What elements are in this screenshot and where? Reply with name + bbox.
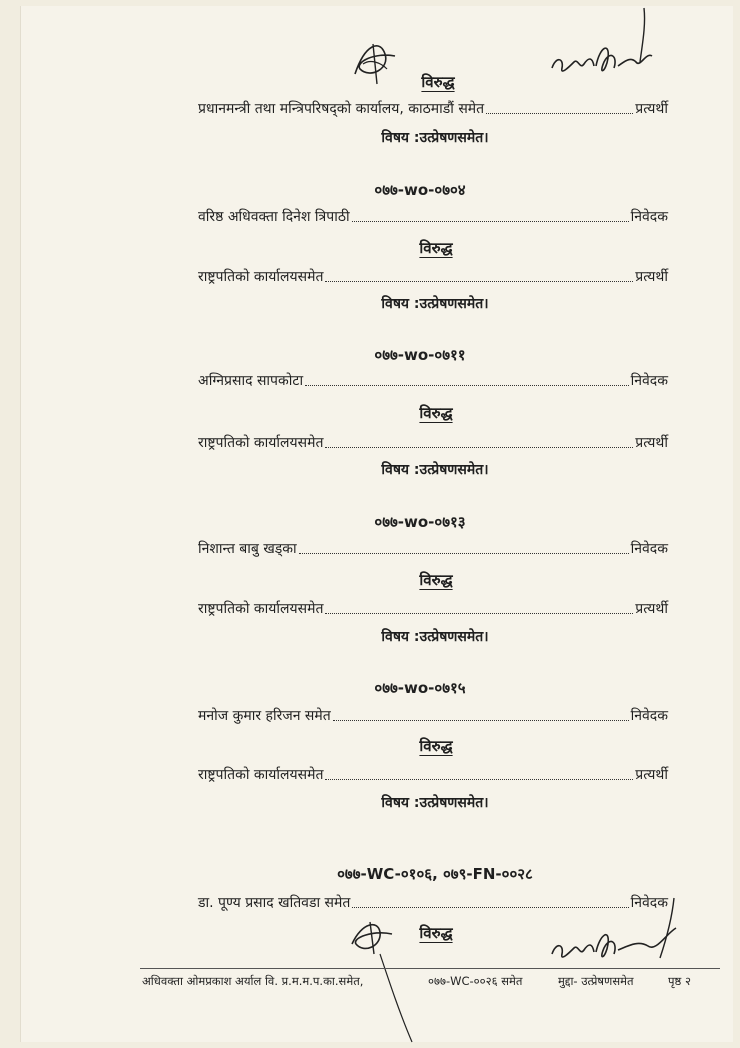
against-heading: विरुद्ध	[421, 73, 455, 91]
dotted-leader	[299, 552, 629, 554]
subject-line: विषय :उत्प्रेषणसमेत।	[381, 130, 489, 146]
respondent-role: प्रत्यर्थी	[635, 435, 668, 451]
signature-top-left	[345, 34, 405, 94]
respondent-row	[198, 598, 668, 618]
petitioner-name: निशान्त बाबु खड्का	[198, 541, 297, 557]
respondent-role: प्रत्यर्थी	[635, 269, 668, 285]
against-heading: विरुद्ध	[419, 924, 453, 942]
case-number: ०७७-wo-०७१३	[374, 513, 466, 531]
dotted-leader	[352, 220, 629, 222]
dotted-leader	[325, 280, 633, 282]
dotted-leader	[486, 112, 633, 114]
respondent-role: प्रत्यर्थी	[635, 601, 668, 617]
petitioner-name: मनोज कुमार हरिजन समेत	[198, 708, 331, 724]
subject-line: विषय :उत्प्रेषणसमेत।	[381, 629, 489, 645]
respondent-row	[198, 98, 668, 118]
against-heading: विरुद्ध	[419, 239, 453, 257]
petitioner-role: निवेदक	[630, 373, 668, 389]
petitioner-role: निवेदक	[630, 708, 668, 724]
respondent-name: राष्ट्रपतिको कार्यालयसमेत	[198, 767, 324, 783]
case-number: ०७७-WC-०१०६, ०७९-FN-००२८	[337, 865, 533, 883]
footer-advocate: अधिवक्ता ओमप्रकाश अर्याल वि. प्र.म.म.प.का.समेत,	[142, 974, 364, 988]
respondent-name: राष्ट्रपतिको कार्यालयसमेत	[198, 435, 324, 451]
respondent-name: प्रधानमन्त्री तथा मन्त्रिपरिषद्‌को कार्यालय, काठमाडौं समेत	[198, 101, 485, 117]
footer-divider	[140, 968, 720, 969]
subject-line: विषय :उत्प्रेषणसमेत।	[381, 462, 489, 478]
footer-case-ref: ०७७-WC-००२६ समेत	[428, 974, 523, 988]
dotted-leader	[352, 906, 628, 908]
respondent-row	[198, 266, 668, 286]
petitioner-role: निवेदक	[630, 209, 668, 225]
respondent-row	[198, 432, 668, 452]
subject-line: विषय :उत्प्रेषणसमेत।	[381, 795, 489, 811]
against-heading: विरुद्ध	[419, 737, 453, 755]
signature-top-right	[548, 6, 658, 86]
petitioner-role: निवेदक	[630, 541, 668, 557]
petitioner-row	[198, 538, 668, 558]
against-heading: विरुद्ध	[419, 404, 453, 422]
dotted-leader	[325, 446, 633, 448]
case-number: ०७७-wo-०७०४	[374, 181, 466, 199]
petitioner-row	[198, 370, 668, 390]
petitioner-row	[198, 206, 668, 226]
respondent-role: प्रत्यर्थी	[635, 767, 668, 783]
petitioner-role: निवेदक	[630, 895, 668, 911]
subject-line: विषय :उत्प्रेषणसमेत।	[381, 296, 489, 312]
respondent-role: प्रत्यर्थी	[635, 101, 668, 117]
case-number: ०७७-wo-०७११	[374, 346, 466, 364]
dotted-leader	[325, 778, 633, 780]
dotted-leader	[325, 612, 633, 614]
respondent-row	[198, 764, 668, 784]
petitioner-row	[198, 892, 668, 912]
petitioner-name: वरिष्ठ अधिवक्ता दिनेश त्रिपाठी	[198, 209, 350, 225]
respondent-name: राष्ट्रपतिको कार्यालयसमेत	[198, 269, 324, 285]
dotted-leader	[305, 384, 629, 386]
petitioner-name: अग्निप्रसाद सापकोटा	[198, 373, 304, 389]
respondent-name: राष्ट्रपतिको कार्यालयसमेत	[198, 601, 324, 617]
footer-matter: मुद्दा- उत्प्रेषणसमेत	[558, 974, 634, 988]
footer-page-number: पृष्ठ २	[668, 974, 691, 988]
petitioner-row	[198, 705, 668, 725]
case-number: ०७७-wo-०७१५	[374, 679, 466, 697]
dotted-leader	[333, 719, 629, 721]
against-heading: विरुद्ध	[419, 571, 453, 589]
petitioner-name: डा. पूण्य प्रसाद खतिवडा समेत	[198, 895, 351, 911]
